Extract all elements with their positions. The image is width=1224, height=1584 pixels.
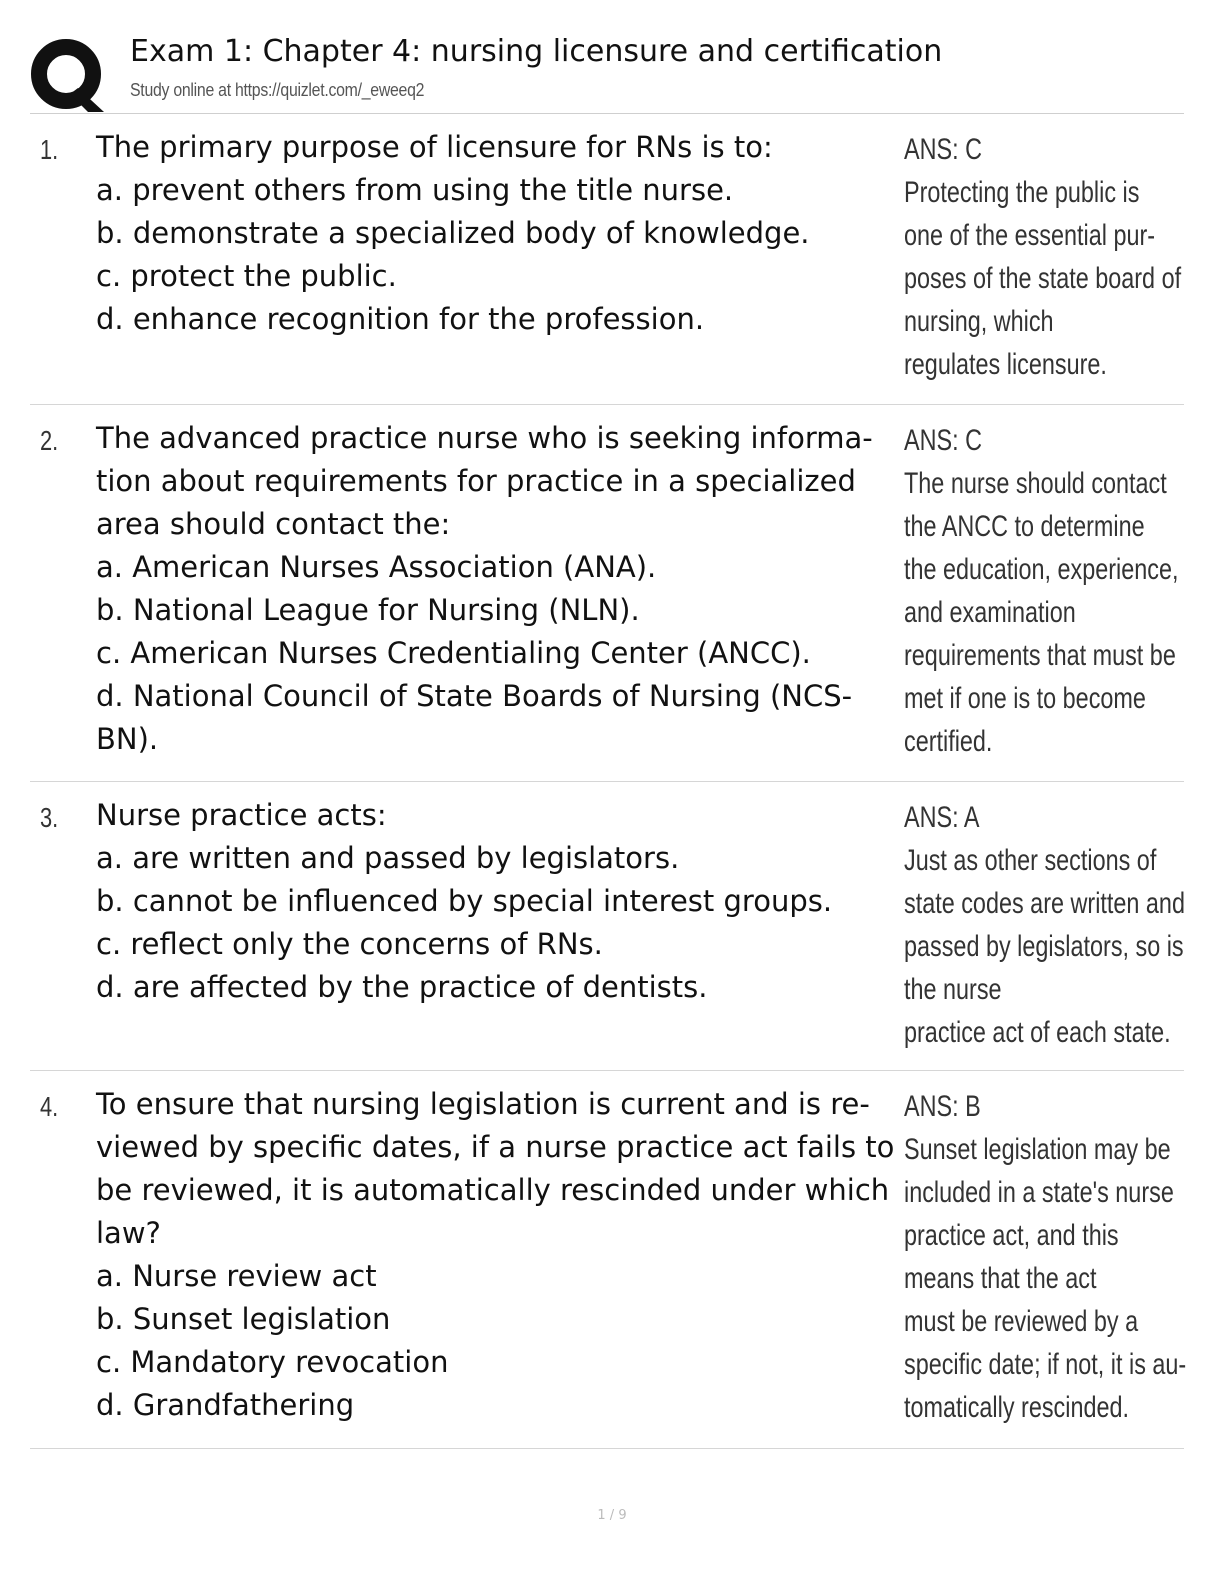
option-c: c. reflect only the concerns of RNs. (96, 927, 603, 961)
explanation-line: nursing, which (904, 305, 1054, 338)
question-text: law? (96, 1216, 161, 1250)
option-a: a. are written and passed by legislators. (96, 841, 680, 875)
option-c: c. protect the public. (96, 259, 397, 293)
option-a: a. American Nurses Association (ANA). (96, 550, 657, 584)
option-b: b. cannot be influenced by special interest groups. (96, 884, 833, 918)
explanation-line: Just as other sections of (904, 844, 1157, 877)
question-text: To ensure that nursing legislation is current and is re- (96, 1087, 870, 1121)
question-card (30, 114, 1184, 405)
explanation-line: practice act, and this (904, 1219, 1119, 1252)
explanation-line: practice act of each state. (904, 1016, 1171, 1049)
option-b: b. Sunset legislation (96, 1302, 391, 1336)
explanation-line: the ANCC to determine (904, 510, 1145, 543)
explanation-line: passed by legislators, so is (904, 930, 1184, 963)
option-c: c. American Nurses Credentialing Center (ANCC). (96, 636, 811, 670)
explanation-line: included in a state's nurse (904, 1176, 1174, 1209)
answer-explanation (904, 1085, 1204, 1429)
option-d-continued: BN). (96, 722, 159, 756)
question-body (96, 126, 902, 341)
question-body (96, 417, 902, 761)
answer-key: ANS: A (904, 801, 980, 834)
option-d: d. enhance recognition for the profession. (96, 302, 705, 336)
page-number: 1 / 9 (597, 1508, 627, 1523)
question-number: 4. (40, 1091, 59, 1122)
explanation-line: Sunset legislation may be (904, 1133, 1171, 1166)
explanation-line: requirements that must be (904, 639, 1176, 672)
page-title: Exam 1: Chapter 4: nursing licensure and certification (130, 34, 943, 69)
explanation-line: Protecting the public is (904, 176, 1140, 209)
study-online-link[interactable]: Study online at https://quizlet.com/_eweeq2 (130, 80, 425, 100)
explanation-line: met if one is to become (904, 682, 1146, 715)
question-body (96, 794, 902, 1009)
option-d: d. Grandfathering (96, 1388, 355, 1422)
question-card (30, 1071, 1187, 1449)
question-number: 3. (40, 802, 59, 833)
explanation-line: regulates licensure. (904, 348, 1107, 381)
question-text: area should contact the: (96, 507, 451, 541)
question-number: 1. (40, 134, 59, 165)
answer-key: ANS: C (904, 133, 983, 166)
answer-key: ANS: B (904, 1090, 981, 1123)
option-d: d. are affected by the practice of dentists. (96, 970, 708, 1004)
option-d: d. National Council of State Boards of Nursing (NCS- (96, 679, 853, 713)
question-text: be reviewed, it is automatically rescinded under which (96, 1173, 890, 1207)
question-text: tion about requirements for practice in a specialized (96, 464, 856, 498)
option-a: a. Nurse review act (96, 1259, 377, 1293)
question-text: The primary purpose of licensure for RNs is to: (96, 130, 773, 164)
answer-explanation (904, 128, 1204, 386)
explanation-line: certified. (904, 725, 993, 758)
option-a: a. prevent others from using the title nurse. (96, 173, 734, 207)
explanation-line: and examination (904, 596, 1076, 629)
explanation-line: the nurse (904, 973, 1002, 1006)
explanation-line: must be reviewed by a (904, 1305, 1139, 1338)
question-card (30, 405, 1184, 782)
quizlet-logo-icon (30, 36, 108, 114)
option-b: b. demonstrate a specialized body of knowledge. (96, 216, 810, 250)
answer-explanation (904, 419, 1204, 763)
answer-explanation (904, 796, 1204, 1054)
question-number: 2. (40, 425, 59, 456)
question-text: viewed by specific dates, if a nurse practice act fails to (96, 1130, 895, 1164)
explanation-line: tomatically rescinded. (904, 1391, 1130, 1424)
explanation-line: the education, experience, (904, 553, 1179, 586)
explanation-line: specific date; if not, it is au- (904, 1348, 1187, 1381)
explanation-line: one of the essential pur- (904, 219, 1156, 252)
question-card (30, 782, 1184, 1071)
option-c: c. Mandatory revocation (96, 1345, 449, 1379)
question-text: Nurse practice acts: (96, 798, 387, 832)
page-header (30, 28, 1184, 114)
explanation-line: state codes are written and (904, 887, 1185, 920)
option-b: b. National League for Nursing (NLN). (96, 593, 640, 627)
answer-key: ANS: C (904, 424, 983, 457)
explanation-line: The nurse should contact (904, 467, 1167, 500)
explanation-line: means that the act (904, 1262, 1097, 1295)
question-body (96, 1083, 902, 1427)
question-text: The advanced practice nurse who is seeking informa- (96, 421, 873, 455)
explanation-line: poses of the state board of (904, 262, 1182, 295)
